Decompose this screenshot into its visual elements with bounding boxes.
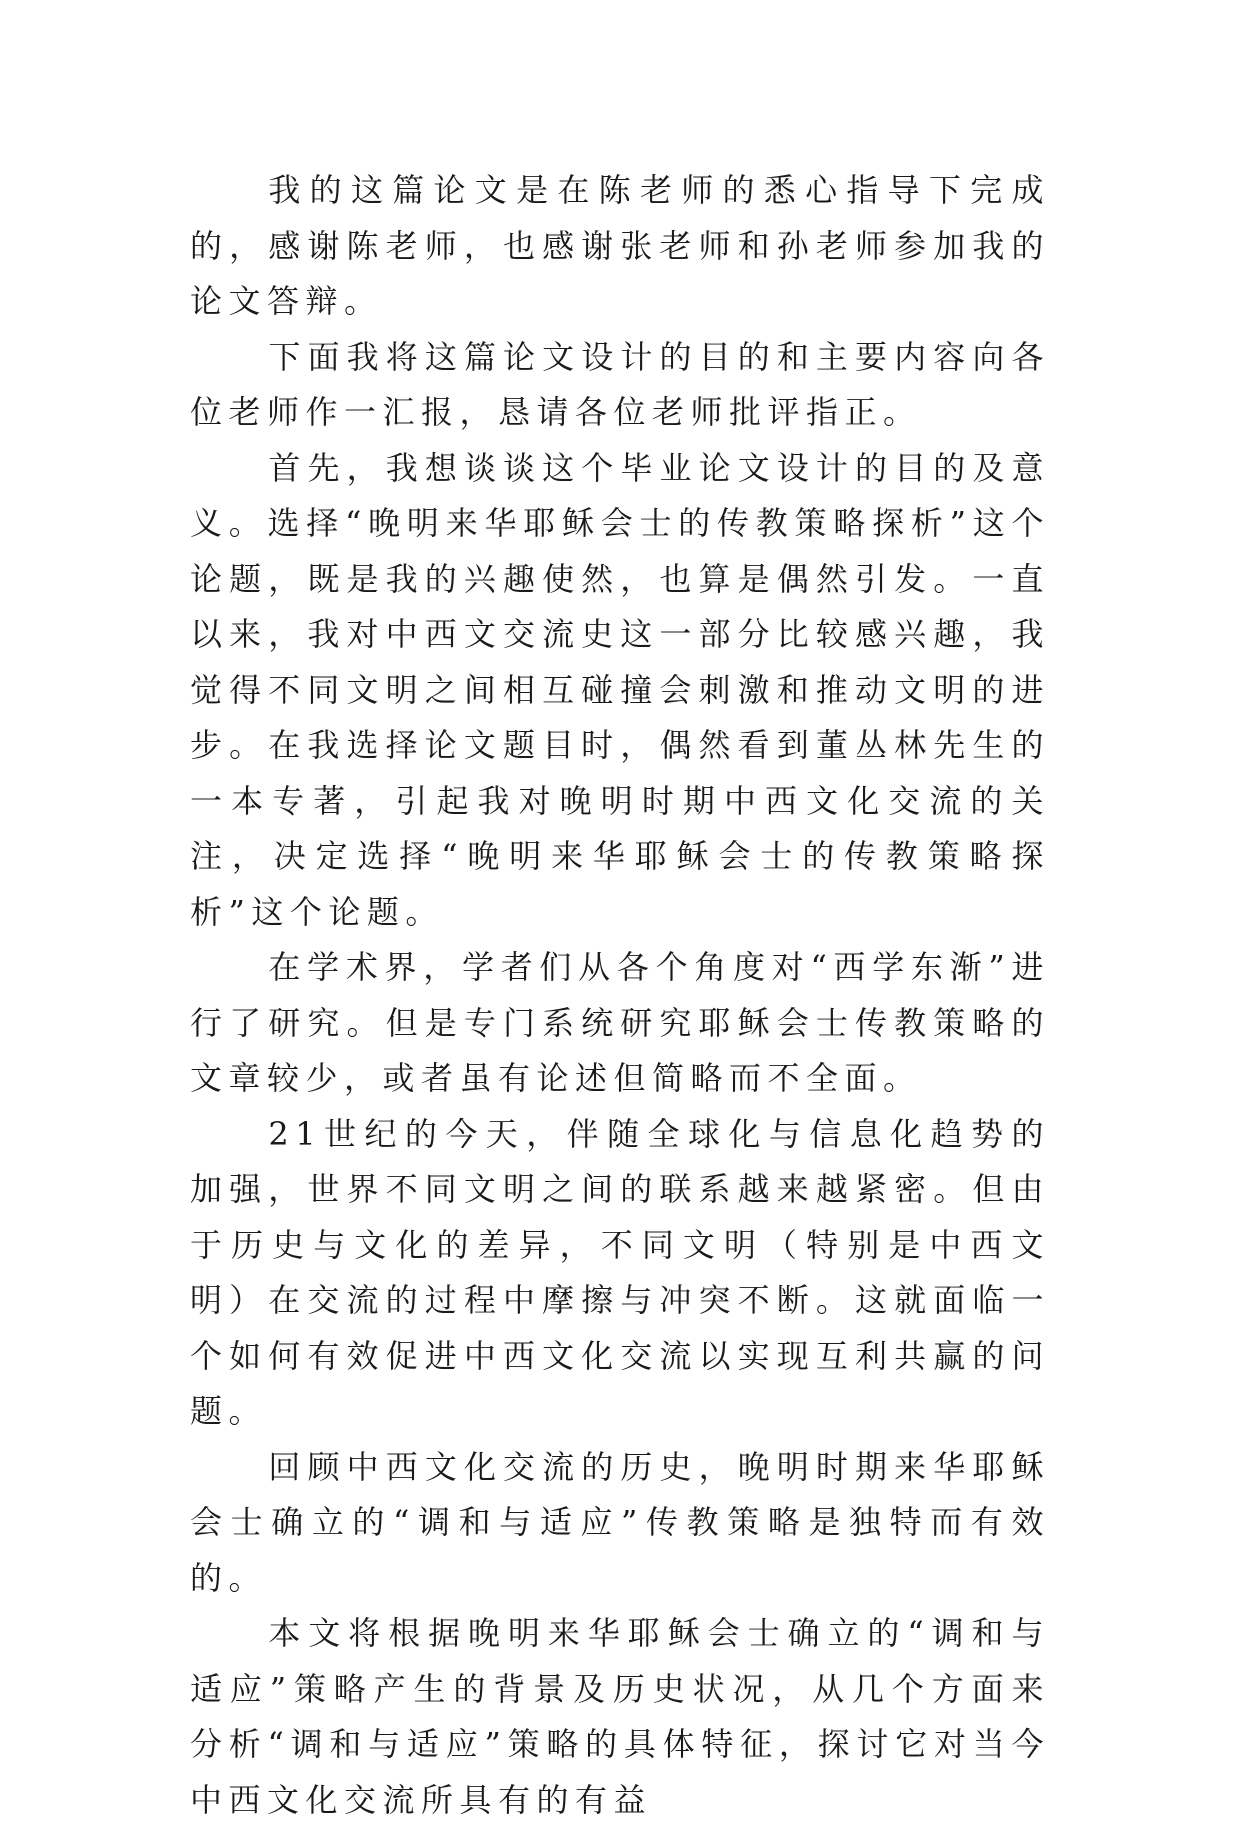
paragraph-report-intro: 下面我将这篇论文设计的目的和主要内容向各位老师作一汇报，恳请各位老师批评指正。 — [190, 337, 1050, 431]
document-body — [190, 163, 1050, 1828]
paragraph-history-review: 回顾中西文化交流的历史，晚明时期来华耶稣会士确立的“调和与适应”传教策略是独特而有效的。 — [190, 1447, 1050, 1597]
paragraph-acknowledgement: 我的这篇论文是在陈老师的悉心指导下完成的，感谢陈老师，也感谢张老师和孙老师参加我的论文答辩。 — [190, 171, 1050, 320]
paragraph-academic-background: 在学术界，学者们从各个角度对“西学东渐”进行了研究。但是专门系统研究耶稣会士传教策略的文章较少，或者虽有论述但简略而不全面。 — [190, 948, 1050, 1097]
paragraph-thesis-plan: 本文将根据晚明来华耶稣会士确立的“调和与适应”策略产生的背景及历史状况，从几个方面来分析“调和与适应”策略的具体特征，探讨它对当今中西文化交流所具有的有益 — [190, 1614, 1050, 1819]
paragraph-globalization: 21世纪的今天，伴随全球化与信息化趋势的加强，世界不同文明之间的联系越来越紧密。但由于历史与文化的差异，不同文明（特别是中西文明）在交流的过程中摩擦与冲突不断。这就面临一个如何有效促进中西文化交流以实现互利共赢的问题。 — [190, 1114, 1050, 1430]
paragraph-purpose: 首先，我想谈谈这个毕业论文设计的目的及意义。选择“晚明来华耶稣会士的传教策略探析”这个论题，既是我的兴趣使然，也算是偶然引发。一直以来，我对中西文交流史这一部分比较感兴趣，我觉得不同文明之间相互碰撞会刺激和推动文明的进步。在我选择论文题目时，偶然看到董丛林先生的一本专著，引起我对晚明时期中西文化交流的关注，决定选择“晚明来华耶稣会士的传教策略探析”这个论题。 — [190, 448, 1050, 931]
